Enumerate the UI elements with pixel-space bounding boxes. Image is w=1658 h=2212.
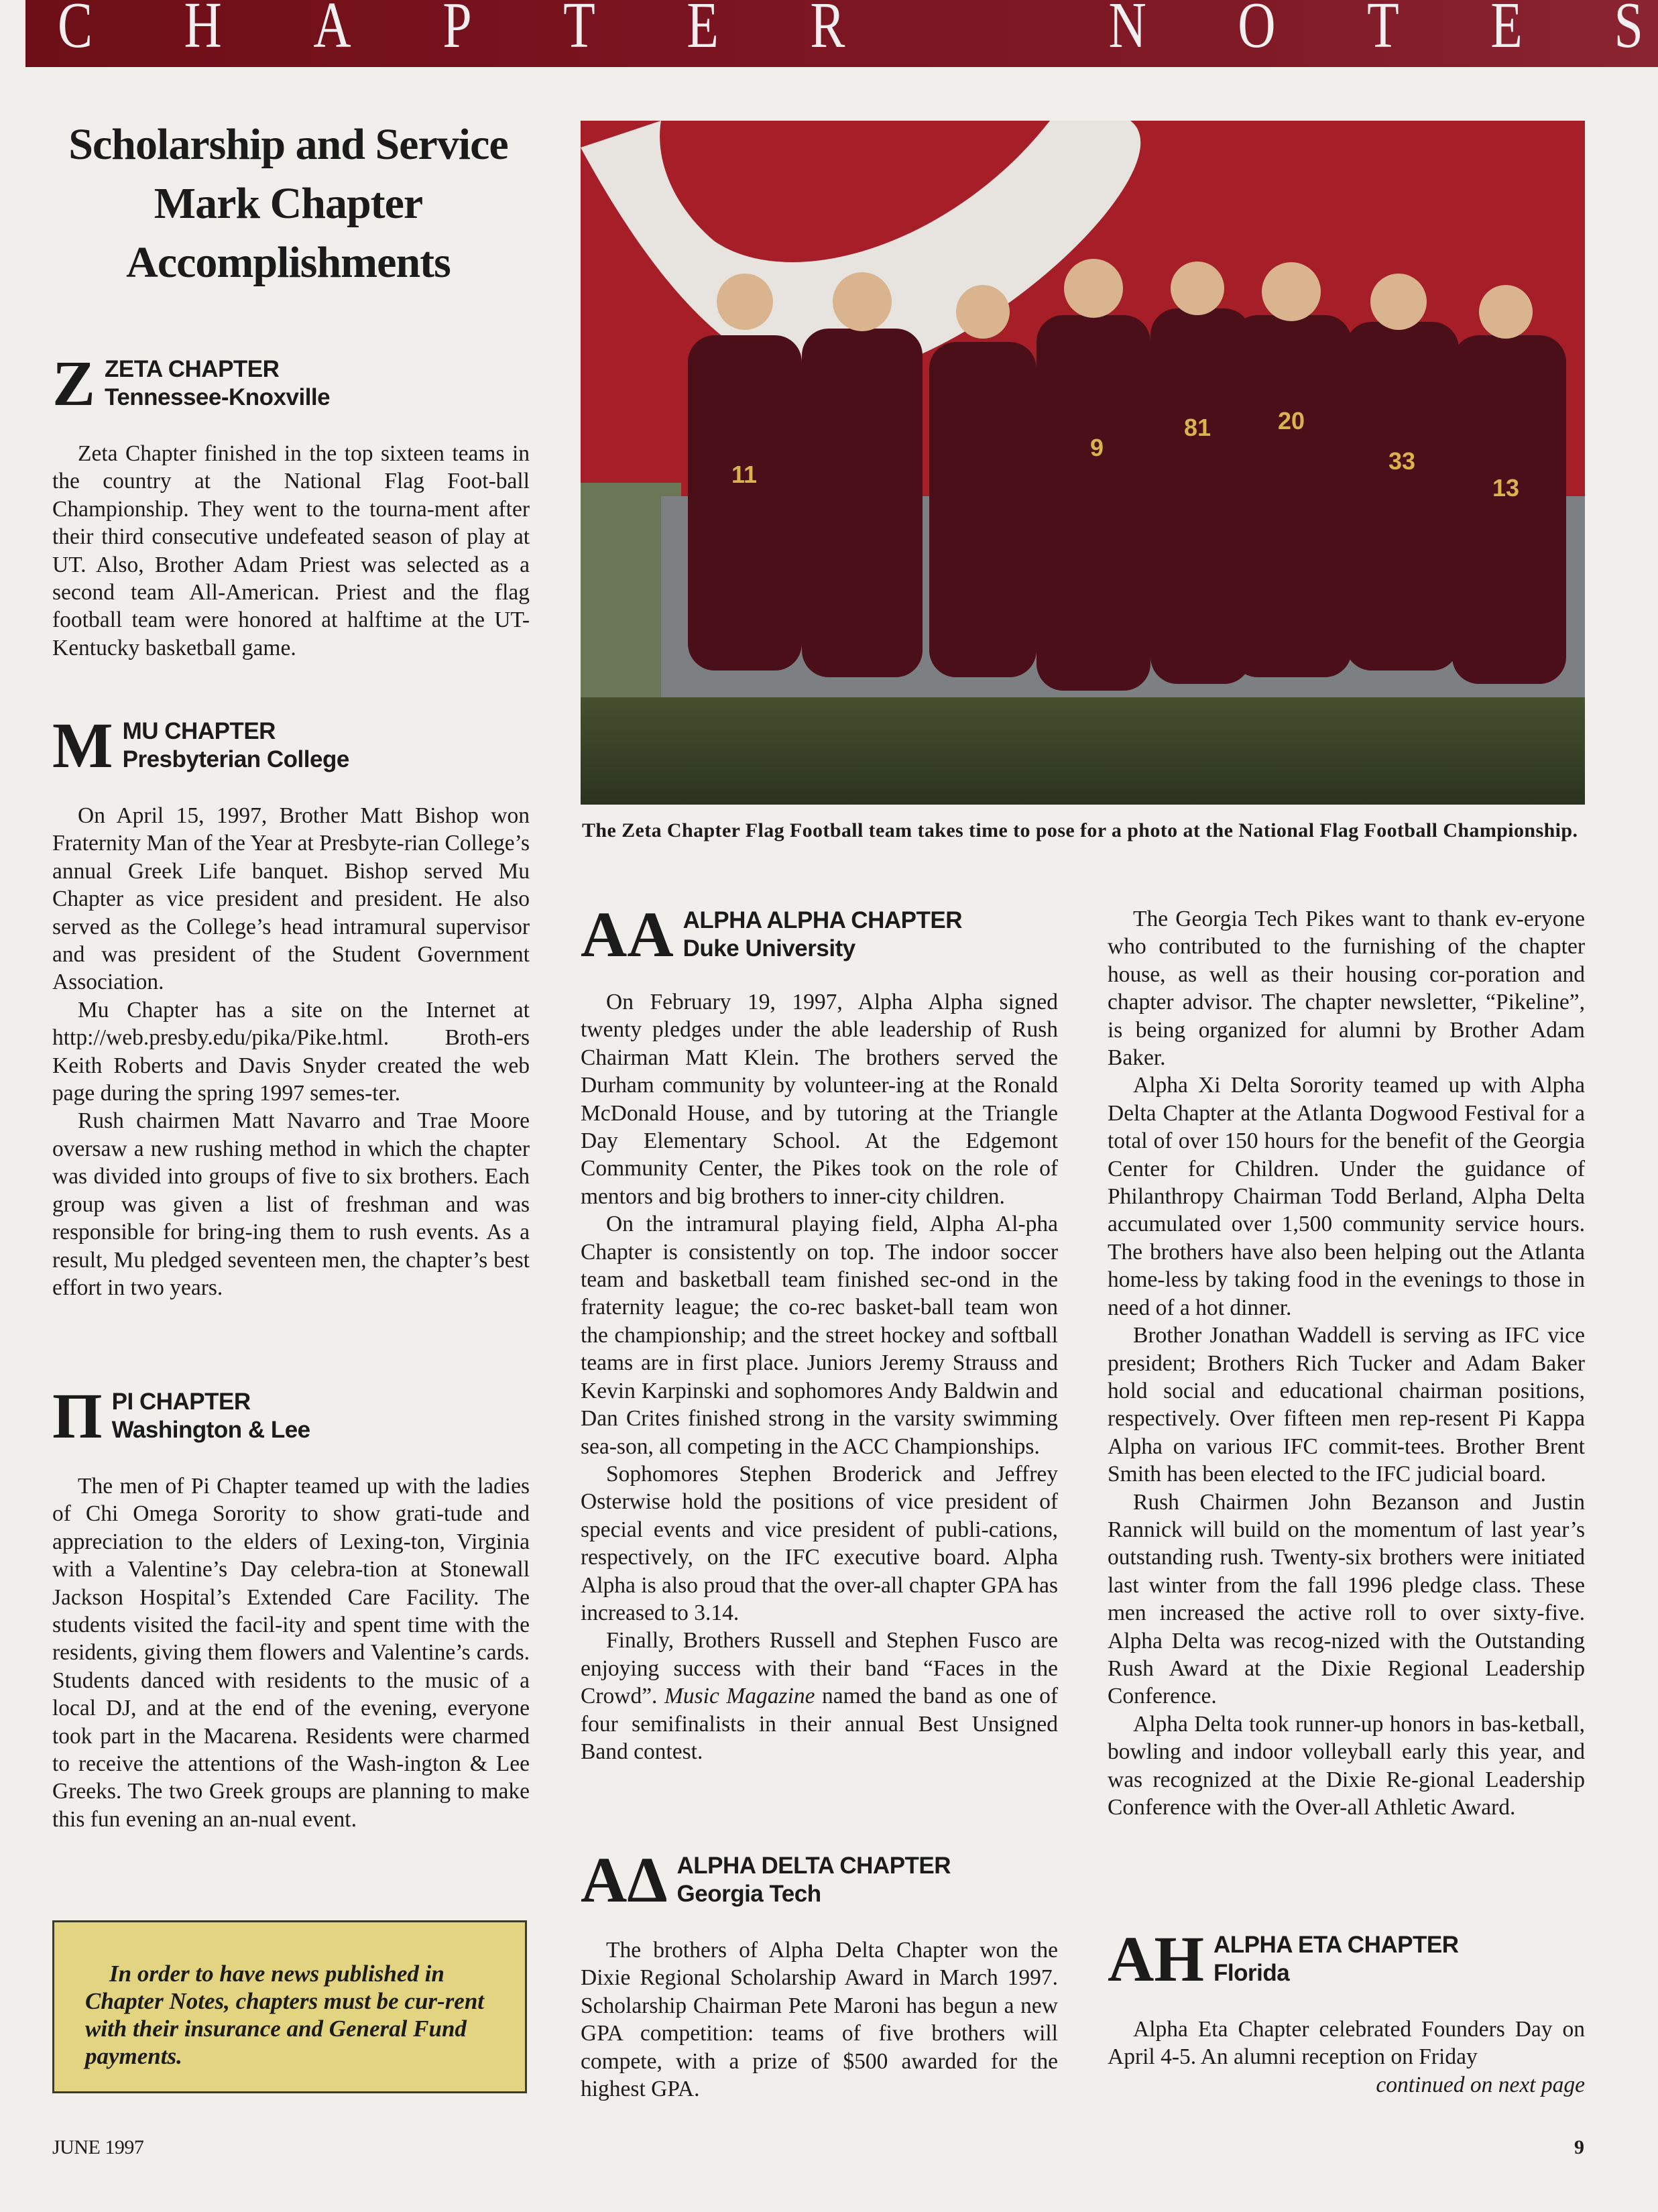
chapter-body-pi bbox=[52, 1472, 530, 1833]
svg-text:81: 81 bbox=[1184, 414, 1211, 441]
paragraph-text: named the band as one of four semifinalists in their annual Best Unsigned Band contest. bbox=[581, 1684, 1058, 1764]
chapter-name: MU CHAPTER bbox=[122, 718, 276, 744]
chapter-name: ALPHA ALPHA CHAPTER bbox=[683, 907, 962, 933]
chapter-heading-alpha-eta bbox=[1108, 1923, 1459, 1995]
paragraph: Mu Chapter has a site on the Internet at http://web.presby.edu/pika/Pike.html. Broth-ers Keith Roberts and Davis Snyder created the web page during the spring 1997 semes-ter. bbox=[52, 997, 530, 1106]
chapter-heading-zeta bbox=[52, 347, 331, 419]
banner-letter: P bbox=[442, 0, 472, 62]
chapter-name: ALPHA ETA CHAPTER bbox=[1213, 1932, 1459, 1958]
banner-letter: A bbox=[313, 0, 351, 62]
team-photo bbox=[581, 121, 1585, 805]
svg-text:33: 33 bbox=[1388, 447, 1416, 475]
photo-caption: The Zeta Chapter Flag Football team takes time to pose for a photo at the National Flag Football Championship. bbox=[582, 819, 1578, 841]
paragraph bbox=[581, 1627, 1058, 1765]
chapter-name: ALPHA DELTA CHAPTER bbox=[676, 1853, 951, 1879]
greek-letter-glyph: AA bbox=[581, 898, 674, 970]
chapter-school: Presbyterian College bbox=[122, 746, 349, 772]
paragraph: The brothers of Alpha Delta Chapter won the Dixie Regional Scholarship Award in March 1997. Scholarship Chairman Pete Maroni has begun a new GPA competition: teams of five brothers will compete, with a prize of $500 awarded for the highest GPA. bbox=[581, 1938, 1058, 2102]
paragraph: Zeta Chapter finished in the top sixteen teams in the country at the National Flag Foot-ball Championship. They went to the tourna-ment after their third consecutive undefeated season of play at UT. Also, Brother Adam Priest was selected as a second team All-American. Priest and the flag football team were honored at halftime at the UT-Kentucky basketball game. bbox=[52, 441, 530, 660]
banner-letter: H bbox=[184, 0, 222, 62]
notice-text: In order to have news published in Chapter Notes, chapters must be cur-rent with their insurance and General Fund payments. bbox=[85, 1961, 485, 2069]
chapter-school: Washington & Lee bbox=[111, 1417, 310, 1443]
paragraph: Rush chairmen Matt Navarro and Trae Moore oversaw a new rushing method in which the chapter was divided into groups of five to six brothers. Each group was given a list of freshman and was responsible for bring-ing them to rush events. As a result, Mu pledged seventeen men, the chapter’s best effort in two years. bbox=[52, 1108, 530, 1300]
svg-text:20: 20 bbox=[1278, 407, 1305, 434]
article-title bbox=[40, 115, 536, 292]
page-number: 9 bbox=[1574, 2136, 1584, 2158]
issue-date: JUNE 1997 bbox=[52, 2136, 144, 2158]
title-line: Mark Chapter bbox=[154, 179, 423, 228]
paragraph: Alpha Eta Chapter celebrated Founders Day on April 4-5. An alumni reception on Friday bbox=[1108, 2017, 1585, 2070]
paragraph: On February 19, 1997, Alpha Alpha signed twenty pledges under the able leadership of Rush Chairman Matt Klein. The brothers served the Durham community by volunteer-ing at the Ronald McDonald House, and by tutoring at the Triangle Day Elementary School. At the Edgemont Community Center, the Pikes took on the role of mentors and big brothers to inner-city children. bbox=[581, 990, 1058, 1209]
chapter-school: Duke University bbox=[683, 935, 855, 962]
title-line: Accomplishments bbox=[126, 238, 451, 287]
magazine-title: Music Magazine bbox=[664, 1684, 815, 1709]
chapter-heading-pi bbox=[52, 1380, 310, 1452]
greek-letter-glyph: Π bbox=[52, 1380, 103, 1452]
paragraph: The men of Pi Chapter teamed up with the ladies of Chi Omega Sorority to show grati-tude and appreciation to the elders of Lexing-ton, Virginia with a Valentine’s Day celebra-tion at Stonewall Jackson Hospital’s Extended Care Facility. The students visited the facil-ity and spent time with the residents, giving them flowers and Valentine’s cards. Students danced with residents to the music of a local DJ, and at the end of the evening, everyone took part in the Macarena. Residents were charmed to receive the attentions of the Wash-ington & Lee Greeks. The two Greek groups are planning to make this fun evening an an-nual event. bbox=[52, 1474, 530, 1832]
chapter-body-zeta bbox=[52, 440, 530, 662]
svg-text:13: 13 bbox=[1492, 474, 1520, 502]
chapter-body-alpha-eta bbox=[1108, 2016, 1585, 2099]
paragraph: The Georgia Tech Pikes want to thank ev-eryone who contributed to the furnishing of the chapter house, as well as their housing cor-poration and chapter advisor. The chapter newsletter, “Pikeline”, is being organized for alumni by Brother Adam Baker. bbox=[1108, 907, 1585, 1071]
chapter-school: Georgia Tech bbox=[676, 1881, 821, 1907]
chapter-school: Florida bbox=[1213, 1960, 1290, 1986]
chapter-body-alpha-delta-continued bbox=[1108, 905, 1585, 1821]
greek-letter-glyph: Z bbox=[52, 347, 96, 419]
greek-letter-glyph: AH bbox=[1108, 1923, 1204, 1995]
chapter-heading-alpha-delta bbox=[581, 1844, 951, 1916]
svg-text:9: 9 bbox=[1090, 434, 1104, 461]
chapter-body-alpha-alpha bbox=[581, 988, 1058, 1765]
banner-letter: E bbox=[1490, 0, 1523, 62]
greek-letter-glyph: M bbox=[52, 709, 113, 781]
paragraph: Alpha Delta took runner-up honors in bas-ketball, bowling and indoor volleyball early this year, and was recognized at the Dixie Re-gional Leadership Conference with the Over-all Athletic Award. bbox=[1108, 1711, 1585, 1820]
chapter-body-mu bbox=[52, 802, 530, 1301]
paragraph: On April 15, 1997, Brother Matt Bishop won Fraternity Man of the Year at Presbyte-rian College’s annual Greek Life banquet. Bishop served Mu Chapter as vice president and president. He also served as the College’s head intramural supervisor and was president of the Student Government Association. bbox=[52, 803, 530, 995]
banner-letter: N bbox=[1108, 0, 1146, 62]
team-photo-image bbox=[581, 121, 1585, 805]
paragraph-text: Finally, Brothers Russell and Stephen Fusco are enjoying success with their band “Faces in the Crowd”. bbox=[581, 1628, 1058, 1709]
paragraph: Brother Jonathan Waddell is serving as IFC vice president; Brothers Rich Tucker and Adam Baker hold social and educational chairman positions, respectively. Over fifteen men rep-resent Pi Kappa Alpha on various IFC commit-tees. Brother Brent Smith has been elected to the IFC judicial board. bbox=[1108, 1323, 1585, 1487]
paragraph: On the intramural playing field, Alpha Al-pha Chapter is consistently on top. The indoor soccer team and basketball team finished sec-ond in the fraternity league; the co-rec basket-ball team won the championship; and the street hockey and softball teams are in first place. Juniors Jeremy Strauss and Kevin Karpinski and sophomores Andy Baldwin and Dan Crites finished strong in the varsity swimming sea-son, all competing in the ACC Championships. bbox=[581, 1212, 1058, 1459]
chapter-body-alpha-delta bbox=[581, 1936, 1058, 2103]
continued-note: continued on next page bbox=[1376, 2072, 1585, 2097]
svg-text:11: 11 bbox=[731, 461, 758, 488]
banner-letter: T bbox=[563, 0, 595, 62]
banner-letter: T bbox=[1367, 0, 1399, 62]
chapter-heading-mu bbox=[52, 709, 349, 781]
greek-letter-glyph: AΔ bbox=[581, 1844, 668, 1916]
paragraph: Sophomores Stephen Broderick and Jeffrey Osterwise hold the positions of vice president of special events and vice president of publi-cations, respectively, on the IFC executive board. Alpha Alpha is also proud that the over-all chapter GPA has increased to 3.14. bbox=[581, 1461, 1058, 1625]
chapter-heading-alpha-alpha bbox=[581, 898, 962, 970]
title-line: Scholarship and Service bbox=[68, 120, 508, 169]
paragraph: Alpha Xi Delta Sorority teamed up with Alpha Delta Chapter at the Atlanta Dogwood Festival for a total of over 150 hours for the benefit of the Georgia Center for Children. Under the guidance of Philanthropy Chairman Todd Berland, Alpha Delta accumulated over 1,500 community service hours. The brothers have also been helping out the Atlanta home-less by taking food in the evenings to those in need of a hot dinner. bbox=[1108, 1073, 1585, 1320]
banner-letter: E bbox=[687, 0, 719, 62]
chapter-school: Tennessee-Knoxville bbox=[105, 384, 331, 410]
banner-letter: O bbox=[1238, 0, 1276, 62]
chapter-name: ZETA CHAPTER bbox=[105, 356, 280, 382]
chapter-name: PI CHAPTER bbox=[111, 1389, 251, 1415]
paragraph: Rush Chairmen John Bezanson and Justin Rannick will build on the momentum of last year’s outstanding rush. Twenty-six brothers were initiated last winter from the fall 1996 pledge class. These men increased the active roll to over sixty-five. Alpha Delta was recog-nized with the Outstanding Rush Award at the Dixie Regional Leadership Conference. bbox=[1108, 1489, 1585, 1709]
banner-letter: C bbox=[58, 0, 93, 62]
banner-letter: S bbox=[1614, 0, 1643, 62]
notice-box bbox=[52, 1920, 527, 2093]
banner-letter: R bbox=[810, 0, 845, 62]
section-banner bbox=[25, 0, 1658, 67]
